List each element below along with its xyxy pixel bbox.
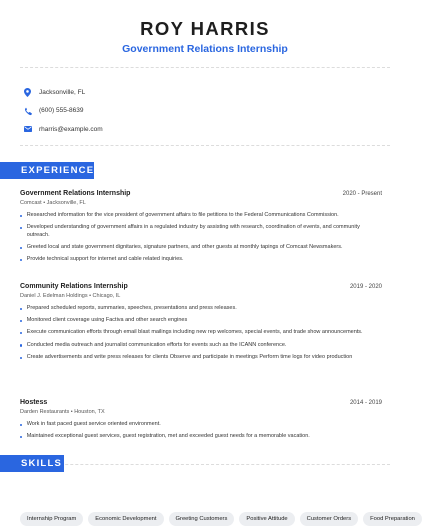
envelope-icon	[23, 125, 32, 134]
contact-location	[23, 83, 103, 101]
bullet-text: Work in fast paced guest service oriented environment.	[26, 421, 161, 427]
bullet-item	[20, 342, 382, 350]
job-target-title: Government Relations Internship	[122, 43, 288, 55]
job-dates: 2020 - Present	[342, 191, 382, 197]
bullet-dot	[20, 320, 22, 322]
skill-tag: Greeting Customers	[169, 512, 235, 526]
bullet-text: Conducted media outreach and journalist communication efforts for events such as the ICANN conference.	[26, 341, 287, 348]
contact-divider	[20, 145, 390, 146]
bullet-text: Execute communication efforts through email blast mailings including new rep welcomes, special events, and trade show announcements.	[26, 329, 363, 336]
bullet-item	[20, 354, 382, 362]
job-dates: 2019 - 2020	[349, 284, 382, 290]
phone-text: (600) 555-8639	[39, 107, 84, 114]
bullet-item	[20, 305, 382, 313]
bullet-dot	[20, 227, 22, 229]
bullet-item	[20, 421, 382, 429]
skill-tag: Food Preparation	[363, 512, 422, 526]
candidate-name: ROY HARRIS	[140, 18, 270, 39]
skills-divider	[20, 464, 390, 465]
job-bullets	[20, 421, 382, 441]
bullet-dot	[20, 436, 22, 438]
job-title: Hostess	[20, 399, 48, 406]
job-entry	[20, 399, 382, 445]
bullet-dot	[20, 424, 22, 426]
bullet-item	[20, 317, 382, 325]
job-entry	[20, 190, 382, 268]
contact-phone	[23, 102, 103, 120]
job-bullets	[20, 305, 382, 361]
bullet-item	[20, 244, 382, 252]
contact-email[interactable]	[23, 120, 103, 138]
bullet-dot	[20, 215, 22, 217]
job-employer: Darden Restaurants • Houston, TX	[20, 409, 105, 415]
location-text: Jacksonville, FL	[39, 88, 86, 96]
bullet-text: Developed understanding of government affairs in a regulated industry by assisting with research, coordination of events, and community outreach.	[26, 224, 360, 238]
bullet-item	[20, 329, 382, 337]
bullet-text: Greeted local and state government dignitaries, signature partners, and other guests at monthly tapings of Comcast Newsmakers.	[26, 243, 343, 250]
job-title: Community Relations Internship	[20, 283, 128, 290]
bullet-dot	[20, 308, 22, 310]
job-employer: Daniel J. Edelman Holdings • Chicago, IL	[20, 293, 121, 299]
bullet-dot	[20, 247, 22, 249]
bullet-text: Create advertisements and write press releases for clients Observe and participate in meetings Perform time logs for video production	[26, 353, 353, 360]
header-divider	[20, 67, 390, 68]
phone-icon	[23, 106, 32, 115]
bullet-dot	[20, 357, 22, 359]
bullet-dot	[20, 259, 22, 261]
bullet-item	[20, 433, 382, 441]
map-pin-icon	[23, 88, 32, 97]
bullet-text: Monitored client coverage using Factiva and other search engines	[26, 317, 188, 324]
skill-tag: Internship Program	[20, 512, 83, 526]
bullet-text: Maintained exceptional guest services, guest registration, met and exceeded guest needs for a memorable vacation.	[26, 433, 310, 440]
bullet-item	[20, 256, 382, 264]
skills-section-heading: SKILLS	[0, 455, 64, 472]
email-text[interactable]: rharris@example.com	[39, 125, 103, 133]
bullet-dot	[20, 344, 22, 346]
skill-tag: Economic Development	[88, 512, 163, 526]
skill-tag: Customer Orders	[300, 512, 358, 526]
resume-header	[0, 0, 410, 55]
bullet-text: Provide technical support for internet and cable related inquiries.	[26, 256, 184, 263]
job-bullets	[20, 212, 382, 264]
bullet-item	[20, 224, 382, 239]
skill-tag: Positive Attitude	[239, 512, 294, 526]
skills-list	[20, 512, 422, 526]
bullet-text: Prepared scheduled reports, summaries, speeches, presentations and press releases.	[26, 305, 237, 311]
bullet-text: Researched information for the vice president of government affairs to file petitions to the Federal Communications Commission.	[26, 212, 339, 218]
experience-section-heading: EXPERIENCE	[0, 162, 94, 179]
job-employer: Comcast • Jacksonville, FL	[20, 200, 86, 206]
job-title: Government Relations Internship	[20, 190, 131, 197]
bullet-dot	[20, 332, 22, 334]
job-dates: 2014 - 2019	[349, 400, 382, 406]
contact-block	[23, 83, 103, 139]
bullet-item	[20, 212, 382, 220]
job-entry	[20, 283, 382, 366]
